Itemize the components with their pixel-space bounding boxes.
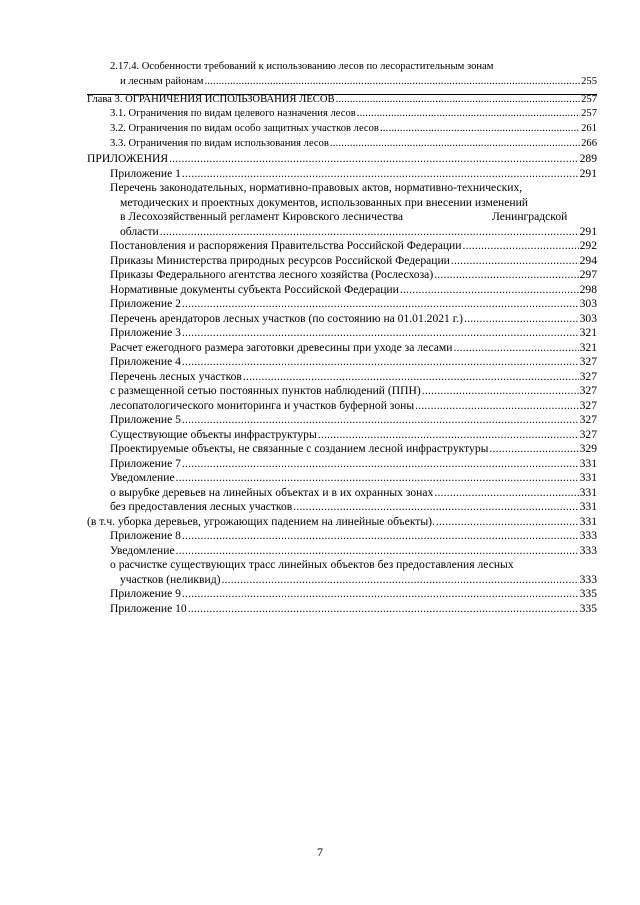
toc-leader-dots	[182, 356, 579, 368]
toc-page-number: 291	[579, 225, 597, 238]
toc-entry-perechen-docs-line3a: в Лесохозяйственный регламент Кировского лесничества	[120, 210, 404, 223]
toc-page-number: 289	[579, 152, 597, 165]
toc-entry-label: 3.1. Ограничения по видам целевого назначения лесов	[110, 108, 356, 119]
page-number: 7	[317, 845, 323, 859]
toc-entry-label: лесопатологического мониторинга и участков буферной зоны	[110, 399, 415, 412]
toc-page-number: 321	[579, 341, 597, 354]
toc-page-number: 335	[579, 602, 597, 615]
toc-entry-label: и лесным районам	[120, 76, 204, 87]
toc-entry-label: с размещенной сетью постоянных пунктов наблюдений (ППН)	[110, 384, 421, 397]
toc-entry-label: 3.2. Ограничения по видам особо защитных участков лесов	[110, 123, 379, 134]
toc-entry-label: Уведомление	[110, 544, 175, 557]
toc-entry-proekt-obekty[interactable]	[110, 443, 597, 455]
toc-entry-3-2[interactable]	[110, 124, 597, 135]
toc-leader-dots	[182, 327, 579, 339]
toc-entry-label: участков (неликвид)	[120, 573, 221, 586]
toc-entry-arendatory[interactable]	[110, 313, 597, 325]
toc-entry-label: Существующие объекты инфраструктуры	[110, 428, 317, 441]
toc-page-number: 266	[581, 138, 597, 149]
toc-entry-label: Перечень арендаторов лесных участков (по состоянию на 01.01.2021 г.)	[110, 312, 463, 325]
toc-entry-label: Приложение 7	[110, 457, 181, 470]
toc-entry-label: о вырубке деревьев на линейных объектах и в их охранных зонах	[110, 486, 434, 499]
toc-page-number: 327	[579, 355, 597, 368]
toc-entry-raschet[interactable]	[110, 342, 597, 354]
toc-page-number: 327	[579, 384, 597, 397]
toc-entry-label: Приложение 5	[110, 413, 181, 426]
toc-leader-dots	[204, 77, 580, 88]
toc-leader-dots	[176, 472, 579, 484]
toc-entry-label: 3.3. Ограничения по видам использования лесов	[110, 138, 329, 149]
toc-page-number: 327	[579, 399, 597, 412]
toc-leader-dots	[434, 487, 578, 499]
toc-leader-dots	[422, 385, 579, 397]
toc-page-number: 303	[579, 312, 597, 325]
toc-entry-appendix-9[interactable]	[110, 588, 597, 600]
toc-page-number: 333	[579, 544, 597, 557]
toc-page-number: 257	[581, 94, 597, 105]
toc-page-number: 327	[579, 428, 597, 441]
toc-page-number: 291	[579, 167, 597, 180]
toc-entry-label: Глава 3. ОГРАНИЧЕНИЯ ИСПОЛЬЗОВАНИЯ ЛЕСОВ	[87, 94, 335, 105]
toc-entry-perechen-docs-line1: Перечень законодательных, нормативно-правовых актов, нормативно-технических,	[110, 181, 523, 194]
toc-entry-label: Приложение 10	[110, 602, 187, 615]
toc-page-number: 327	[579, 370, 597, 383]
toc-entry-label: Приложение 8	[110, 529, 181, 542]
toc-page-number: 261	[581, 123, 597, 134]
toc-entry-appendix-4[interactable]	[110, 356, 597, 368]
toc-entry-appendix-10[interactable]	[110, 603, 597, 615]
toc-page-number: 331	[579, 486, 597, 499]
toc-entry-3-3[interactable]	[110, 139, 597, 150]
toc-leader-dots	[453, 342, 578, 354]
toc-page-number: 329	[579, 442, 597, 455]
toc-page-number: 335	[579, 587, 597, 600]
toc-leader-dots	[357, 109, 580, 120]
toc-page-number: 292	[579, 239, 597, 252]
toc-entry-perechen-uchastkov[interactable]	[110, 371, 597, 383]
toc-leader-dots	[462, 240, 578, 252]
toc-page-number: 333	[579, 529, 597, 542]
toc-entry-vyrubka[interactable]	[110, 487, 597, 499]
toc-entry-lesopatolog[interactable]	[110, 400, 597, 412]
toc-entry-perechen-docs-line2: методических и проектных документов, использованных при внесении изменений	[120, 196, 528, 209]
toc-leader-dots	[434, 269, 578, 281]
toc-leader-dots	[436, 516, 579, 528]
toc-entry-chapter-3[interactable]	[87, 95, 597, 106]
toc-entry-label: Приложение 2	[110, 297, 181, 310]
toc-entry-bez-predost-1[interactable]	[110, 501, 597, 513]
toc-entry-appendix-1[interactable]	[110, 168, 597, 180]
toc-entry-postanovleniya[interactable]	[110, 240, 597, 252]
toc-page-number: 294	[579, 254, 597, 267]
toc-entry-label: Расчет ежегодного размера заготовки древесины при уходе за лесами	[110, 341, 453, 354]
toc-entry-3-1[interactable]	[110, 109, 597, 120]
toc-entry-appendix-5[interactable]	[110, 414, 597, 426]
toc-page-number: 331	[579, 457, 597, 470]
toc-entry-appendix-2[interactable]	[110, 298, 597, 310]
toc-page-number: 298	[579, 283, 597, 296]
toc-page-number: 257	[581, 108, 597, 119]
toc-leader-dots	[464, 313, 579, 325]
toc-leader-dots	[169, 153, 579, 165]
toc-leader-dots	[182, 168, 579, 180]
toc-entry-label: Приказы Министерства природных ресурсов Российской Федерации	[110, 254, 450, 267]
toc-entry-2-17-4-line1: 2.17.4. Особенности требований к использованию лесов по лесорастительным зонам	[110, 61, 494, 72]
toc-page-number: 327	[579, 413, 597, 426]
toc-leader-dots	[451, 255, 579, 267]
toc-entry-s-razmeshchennoy[interactable]	[110, 385, 597, 397]
toc-entry-label: без предоставления лесных участков	[110, 500, 293, 513]
toc-leader-dots	[182, 298, 579, 310]
toc-entry-2-17-4[interactable]	[120, 77, 597, 88]
toc-entry-appendix-7[interactable]	[110, 458, 597, 470]
toc-leader-dots	[182, 414, 579, 426]
toc-entry-label: ПРИЛОЖЕНИЯ	[87, 152, 169, 165]
toc-leader-dots	[318, 429, 579, 441]
toc-page-number: 331	[579, 515, 597, 528]
toc-entry-perechen-docs-line3b: Ленинградской	[492, 210, 568, 223]
toc-page-number: 303	[579, 297, 597, 310]
toc-entry-raschistka-line1: о расчистке существующих трасс линейных объектов без предоставления лесных	[110, 558, 514, 571]
toc-entry-label: Приложение 1	[110, 167, 181, 180]
toc-entry-label: Перечень лесных участков	[110, 370, 242, 383]
toc-entry-label: Приложение 3	[110, 326, 181, 339]
toc-leader-dots	[188, 603, 579, 615]
toc-page-number: 331	[579, 500, 597, 513]
toc-page-number: 297	[579, 268, 597, 281]
toc-entry-label: области	[120, 225, 159, 238]
toc-leader-dots	[380, 124, 580, 135]
toc-entry-vt-ch[interactable]	[87, 516, 597, 528]
toc-leader-dots	[221, 574, 578, 586]
toc-entry-sushch-obekty[interactable]	[110, 429, 597, 441]
toc-leader-dots	[415, 400, 578, 412]
toc-leader-dots	[182, 588, 579, 600]
toc-entry-uvedomlenie-1[interactable]	[110, 472, 597, 484]
toc-page-number: 255	[581, 76, 597, 87]
toc-entry-uvedomlenie-2[interactable]	[110, 545, 597, 557]
toc-entry-label: Постановления и распоряжения Правительства Российской Федерации	[110, 239, 462, 252]
toc-entry-appendix-8[interactable]	[110, 530, 597, 542]
toc-page-number: 321	[579, 326, 597, 339]
toc-entry-perechen-docs[interactable]	[120, 226, 597, 238]
toc-entry-label: (в т.ч. уборка деревьев, угрожающих падением на линейные объекты).	[87, 515, 435, 528]
toc-leader-dots	[400, 284, 579, 296]
toc-entry-label: Проектируемые объекты, не связанные с созданием лесной инфраструктуры	[110, 442, 489, 455]
toc-leader-dots	[330, 139, 580, 150]
toc-leader-dots	[176, 545, 579, 557]
toc-leader-dots	[182, 458, 579, 470]
toc-leader-dots	[182, 530, 579, 542]
toc-entry-prikazy-min[interactable]	[110, 255, 597, 267]
toc-entry-prikazy-rosleshoz[interactable]	[110, 269, 597, 281]
toc-leader-dots	[489, 443, 578, 455]
toc-entry-label: Приказы Федерального агентства лесного хозяйства (Рослесхоза)	[110, 268, 434, 281]
toc-leader-dots	[160, 226, 579, 238]
toc-entry-label: Приложение 4	[110, 355, 181, 368]
toc-leader-dots	[293, 501, 578, 513]
toc-entry-label: Уведомление	[110, 471, 175, 484]
toc-leader-dots	[243, 371, 579, 383]
toc-entry-label: Приложение 9	[110, 587, 181, 600]
toc-entry-appendix-3[interactable]	[110, 327, 597, 339]
toc-leader-dots	[336, 95, 581, 106]
toc-entry-raschistka[interactable]	[120, 574, 597, 586]
toc-page-number: 331	[579, 471, 597, 484]
toc-entry-normativnye[interactable]	[110, 284, 597, 296]
toc-entry-appendices[interactable]	[87, 153, 597, 165]
toc-entry-label: Нормативные документы субъекта Российской Федерации	[110, 283, 399, 296]
toc-page-number: 333	[579, 573, 597, 586]
